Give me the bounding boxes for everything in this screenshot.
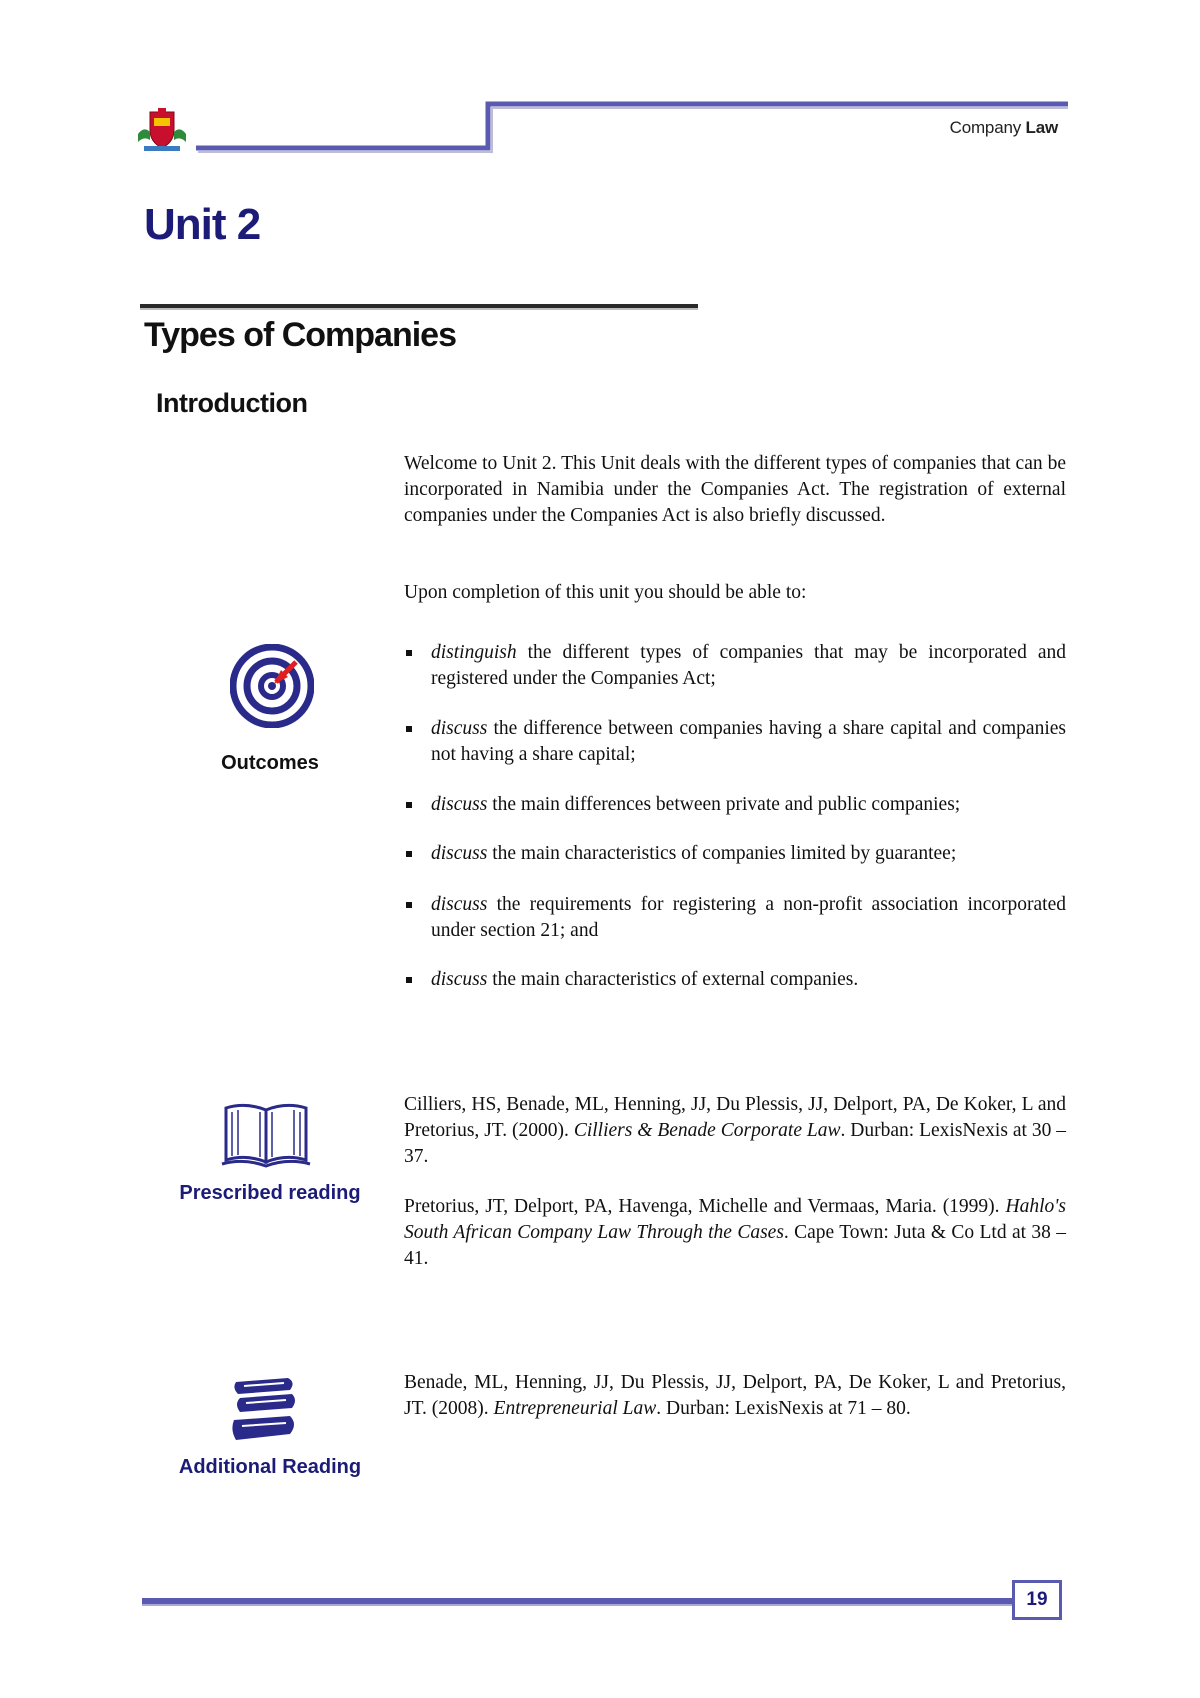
outcome-verb: discuss bbox=[431, 969, 488, 990]
stacked-books-icon bbox=[232, 1376, 300, 1448]
outcome-text: the different types of companies that may be incorporated and registered under the Companies Act; bbox=[431, 642, 1066, 689]
outcome-verb: distinguish bbox=[431, 642, 517, 663]
outcomes-label: Outcomes bbox=[221, 752, 319, 774]
open-book-icon bbox=[220, 1100, 312, 1168]
list-item bbox=[404, 892, 1066, 944]
reference-title: Hahlo's South African Company Law Through the Cases bbox=[404, 1196, 1066, 1243]
reference-title: Cilliers & Benade Corporate Law bbox=[573, 1120, 841, 1141]
prescribed-reading-label: Prescribed reading bbox=[179, 1182, 361, 1204]
list-item bbox=[404, 792, 1066, 818]
outcome-text: the main characteristics of external companies. bbox=[487, 969, 859, 990]
list-item bbox=[404, 716, 1066, 768]
target-icon bbox=[230, 644, 314, 728]
outcome-text: the difference between companies having a share capital and companies not having a share capital; bbox=[431, 718, 1066, 765]
reference-entry: Pretorius, JT, Delport, PA, Havenga, Michelle and Vermaas, Maria. (1999). Hahlo's South African Company Law Through the Cases. Cape Town: Juta & Co Ltd at 38 – 41. bbox=[404, 1196, 1066, 1269]
intro-lead-in: Upon completion of this unit you should be able to: bbox=[404, 582, 807, 603]
section-heading-introduction: Introduction bbox=[156, 388, 308, 418]
outcome-text: the requirements for registering a non-profit association incorporated under section 21; and bbox=[431, 894, 1066, 941]
reference-entry: Cilliers, HS, Benade, ML, Henning, JJ, Du Plessis, JJ, Delport, PA, De Koker, L and Pretorius, JT. (2000). Cilliers & Benade Corporate Law. Durban: LexisNexis at 30 – 37. bbox=[404, 1094, 1066, 1167]
header-rule bbox=[196, 100, 1068, 154]
outcome-verb: discuss bbox=[431, 718, 488, 739]
footer-rule bbox=[142, 1598, 1012, 1604]
unit-title: Unit 2 bbox=[144, 200, 261, 249]
title-divider bbox=[140, 304, 698, 308]
outcome-text: the main differences between private and public companies; bbox=[487, 794, 961, 815]
reference-entry: Benade, ML, Henning, JJ, Du Plessis, JJ, Delport, PA, De Koker, L and Pretorius, JT. (2008). Entrepreneurial Law. Durban: LexisNexis at 71 – 80. bbox=[404, 1372, 1066, 1419]
chapter-title: Types of Companies bbox=[144, 316, 456, 354]
running-header-title: Company Law bbox=[949, 118, 1058, 137]
outcome-verb: discuss bbox=[431, 794, 488, 815]
outcome-text: the main characteristics of companies limited by guarantee; bbox=[487, 843, 957, 864]
list-item bbox=[404, 640, 1066, 692]
list-item bbox=[404, 841, 1066, 867]
outcome-verb: discuss bbox=[431, 894, 488, 915]
intro-paragraph: Welcome to Unit 2. This Unit deals with the different types of companies that can be incorporated in Namibia under the Companies Act. The registration of external companies under the Companies Act is also briefly discussed. bbox=[404, 453, 1066, 526]
reference-title: Entrepreneurial Law bbox=[493, 1398, 657, 1419]
additional-reading-label: Additional Reading bbox=[178, 1456, 362, 1478]
list-item bbox=[404, 967, 1066, 993]
outcome-verb: discuss bbox=[431, 843, 488, 864]
page-number: 19 bbox=[1012, 1580, 1062, 1620]
university-crest-icon bbox=[136, 106, 188, 154]
